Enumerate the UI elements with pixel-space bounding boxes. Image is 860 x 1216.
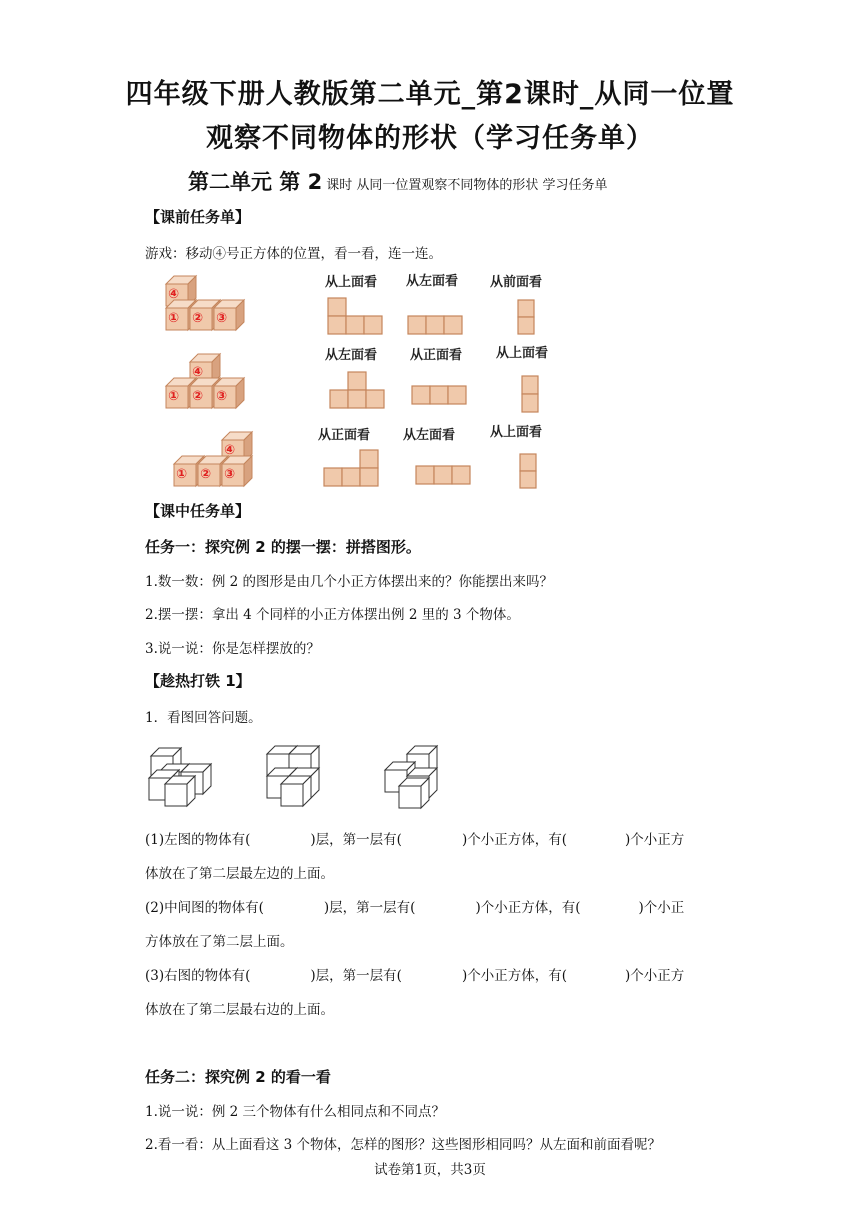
cube-number: ④ bbox=[168, 287, 180, 302]
view-label: 从左面看 bbox=[406, 274, 459, 289]
pre-class-heading: 【课前任务单】 bbox=[145, 208, 251, 226]
cube-number: ① bbox=[176, 467, 188, 482]
task1-item: 1.数一数：例 2 的图形是由几个小正方体摆出来的？你能摆出来吗？ bbox=[145, 574, 554, 590]
question-2-cont: 方体放在了第二层上面。 bbox=[145, 934, 294, 950]
view-label: 从正面看 bbox=[410, 348, 463, 363]
doc-title-line2: 观察不同物体的形状（学习任务单） bbox=[206, 123, 654, 154]
view-shape bbox=[328, 298, 382, 334]
view-label: 从上面看 bbox=[496, 346, 549, 361]
view-shape bbox=[408, 316, 462, 334]
cube-number: ② bbox=[200, 467, 212, 482]
q2-part: )个小正 bbox=[638, 900, 685, 916]
view-label: 从左面看 bbox=[325, 348, 378, 363]
view-shape bbox=[522, 376, 538, 412]
task1-title: 任务一：探究例 2 的摆一摆：拼搭图形。 bbox=[145, 538, 421, 556]
q2-part: (2)中间图的物体有( bbox=[145, 900, 264, 916]
cube-number: ② bbox=[192, 389, 204, 404]
game-instruction: 游戏：移动④号正方体的位置，看一看，连一连。 bbox=[145, 246, 442, 262]
wire-figure-right bbox=[385, 746, 437, 808]
wire-figure-middle bbox=[267, 746, 319, 806]
doc-subtitle bbox=[188, 166, 608, 196]
question-3 bbox=[145, 964, 725, 984]
question-3-cont: 体放在了第二层最右边的上面。 bbox=[145, 1002, 334, 1018]
view-shape bbox=[324, 450, 378, 486]
view-label: 从上面看 bbox=[325, 275, 378, 290]
cube-number: ④ bbox=[224, 443, 236, 458]
task2-title: 任务二：探究例 2 的看一看 bbox=[145, 1068, 331, 1086]
view-shape bbox=[518, 300, 534, 334]
page-footer: 试卷第1页，共3页 bbox=[374, 1162, 486, 1178]
view-label: 从前面看 bbox=[490, 275, 543, 290]
in-class-heading: 【课中任务单】 bbox=[145, 502, 251, 520]
view-shape bbox=[330, 372, 384, 408]
q3-part: )个小正方体，有( bbox=[461, 968, 567, 984]
cube-number: ③ bbox=[216, 389, 228, 404]
view-shape bbox=[416, 466, 470, 484]
view-shape bbox=[412, 386, 466, 404]
question-2 bbox=[145, 896, 725, 916]
cube-number: ③ bbox=[216, 311, 228, 326]
task2-item: 1.说一说：例 2 三个物体有什么相同点和不同点？ bbox=[145, 1104, 446, 1120]
practice-question: 1．看图回答问题。 bbox=[145, 710, 262, 726]
q1-part: (1)左图的物体有( bbox=[145, 832, 251, 848]
cube-number: ① bbox=[168, 311, 180, 326]
q3-part: (3)右图的物体有( bbox=[145, 968, 251, 984]
q3-part: )个小正方 bbox=[624, 968, 685, 984]
q1-part: )层，第一层有( bbox=[310, 832, 402, 848]
q1-part: )个小正方体，有( bbox=[461, 832, 567, 848]
task2-item: 2.看一看：从上面看这 3 个物体，怎样的图形？这些图形相同吗？从左面和前面看呢？ bbox=[145, 1137, 662, 1153]
cube-number: ① bbox=[168, 389, 180, 404]
subtitle-main: 第二单元 第 2 bbox=[188, 170, 323, 194]
q2-part: )层，第一层有( bbox=[323, 900, 416, 916]
view-label: 从左面看 bbox=[403, 428, 456, 443]
view-shapes bbox=[300, 290, 560, 490]
q3-part: )层，第一层有( bbox=[310, 968, 402, 984]
q2-part: )个小正方体，有( bbox=[475, 900, 581, 916]
wireframe-figures bbox=[145, 740, 445, 810]
q1-part: )个小正方 bbox=[624, 832, 685, 848]
question-1-cont: 体放在了第二层最左边的上面。 bbox=[145, 866, 334, 882]
cube-number: ④ bbox=[192, 365, 204, 380]
task1-item: 2.摆一摆：拿出 4 个同样的小正方体摆出例 2 里的 3 个物体。 bbox=[145, 607, 520, 623]
wire-figure-left bbox=[149, 748, 211, 806]
view-label: 从正面看 bbox=[318, 428, 371, 443]
task1-item: 3.说一说：你是怎样摆放的？ bbox=[145, 641, 320, 657]
question-1 bbox=[145, 828, 725, 848]
cube-number: ② bbox=[192, 311, 204, 326]
practice-heading: 【趁热打铁 1】 bbox=[145, 672, 251, 690]
cube-number: ③ bbox=[224, 467, 236, 482]
view-label: 从上面看 bbox=[490, 425, 543, 440]
subtitle-rest: 课时 从同一位置观察不同物体的形状 学习任务单 bbox=[326, 178, 608, 193]
view-shape bbox=[520, 454, 536, 488]
doc-title-line1: 四年级下册人教版第二单元_第2课时_从同一位置 bbox=[125, 79, 735, 110]
